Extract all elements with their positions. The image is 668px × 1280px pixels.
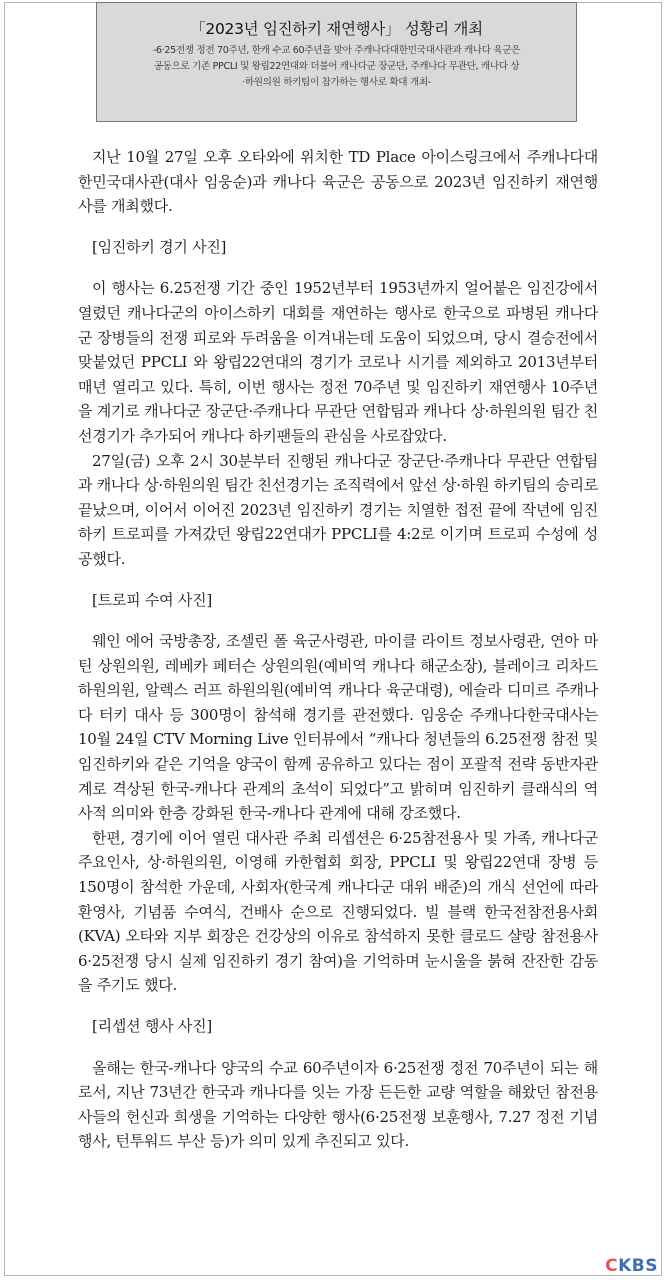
logo-letters-kbs: KBS (618, 1256, 658, 1276)
photo-caption-reception: [리셉션 행사 사진] (92, 1017, 212, 1035)
headline: 「2023년 임진하키 재연행사」 성황리 개최 (190, 20, 483, 38)
ckbs-logo (605, 1256, 658, 1276)
article-body (78, 145, 598, 1154)
paragraph-anniversary: 올해는 한국-캐나다 양국의 수교 60주년이자 6·25전쟁 정전 70주년이 되는 해로서, 지난 73년간 한국과 캐나다를 잇는 가장 든든한 교량 역할을 해왔던 참전용사들의 헌신과 희생을 기억하는 다양한 행사(6·25전쟁 보훈행사, 7.27 정전 기념행사, 턴투워드 부산 등)가 의미 있게 추진되고 있다. (78, 1058, 598, 1151)
paragraph-intro: 지난 10월 27일 오후 오타와에 위치한 TD Place 아이스링크에서 주캐나다대한민국대사관(대사 임웅순)과 캐나다 육군은 공동으로 2023년 임진하키 재연행사를 개최했다. (78, 148, 598, 216)
photo-caption-hockey: [임진하키 경기 사진] (92, 237, 227, 256)
headline-box (96, 2, 577, 122)
summary: -6·25전쟁 정전 70주년, 한캐 수교 60주년을 맞아 주캐나다대한민국대사관과 캐나다 육군은 공동으로 기존 PPCLI 및 왕립22연대와 더불어 캐나다군 장군단, 주캐나다 무관단, 캐나다 상 ·하원의원 하키팀이 참가하는 행사로 확대 개최- (152, 45, 521, 88)
paragraph-history: 이 행사는 6.25전쟁 기간 중인 1952년부터 1953년까지 얼어붙은 임진강에서 열렸던 캐나다군의 아이스하키 대회를 재연하는 행사로 한국으로 파병된 캐나다군 장병들의 전쟁 피로와 두려움을 이겨내는데 도움이 되었으며, 당시 결승전에서 맞붙었던 PPCLI 와 왕립22연대의 경기가 코로나 시기를 제외하고 2013년부터 매년 열리고 있다. 특히, 이번 행사는 정전 70주년 및 임진하키 재연행사 10주년을 계기로 캐나다군 장군단·주캐나다 무관단 연합팀과 캐나다 상·하원의원 팀간 친선경기가 추가되어 캐나다 하키팬들의 관심을 사로잡았다. (78, 279, 598, 445)
paragraph-match-result: 27일(금) 오후 2시 30분부터 진행된 캐나다군 장군단·주캐나다 무관단 연합팀과 캐나다 상·하원의원 팀간 친선경기는 조직력에서 앞선 상·하원 하키팀의 승리로 끝났으며, 이어서 이어진 2023년 임진하키 경기는 치열한 접전 끝에 작년에 임진하키 트로피를 가져갔던 왕립22연대가 PPCLI를 4:2로 이기며 트로피 수성에 성공했다. (78, 451, 598, 568)
paragraph-attendees: 웨인 에어 국방총장, 조셀린 폴 육군사령관, 마이클 라이트 정보사령관, 연아 마틴 상원의원, 레베카 페터슨 상원의원(예비역 캐나다 해군소장), 블레이크 리차드 하원의원, 알렉스 러프 하원의원(예비역 캐나다 육군대령), 에슬라 디미르 주캐나다 터키 대사 등 300명이 참석해 경기를 관전했다. 임웅순 주캐나다한국대사는 10월 24일 CTV Morning Live 인터뷰에서 “캐나다 청년들의 6.25전쟁 참전 및 임진하키와 같은 기억을 양국이 함께 공유하고 있다는 점이 포괄적 전략 동반자관계로 격상된 한국-캐나다 관계의 초석이 되었다”고 밝히며 임진하키 클래식의 역사적 의미와 한층 강화된 한국-캐나다 관계에 대해 강조했다. (78, 632, 598, 823)
paragraph-reception: 한편, 경기에 이어 열린 대사관 주최 리셉션은 6·25참전용사 및 가족, 캐나다군 주요인사, 상·하원의원, 이영해 카한협회 회장, PPCLI 및 왕립22연대 장병 등 150명이 참석한 가운데, 사회자(한국계 캐나다군 대위 배준)의 개식 선언에 따라 환영사, 기념품 수여식, 건배사 순으로 진행되었다. 빌 블랙 한국전참전용사회(KVA) 오타와 지부 회장은 건강상의 이유로 참석하지 못한 클로드 샬랑 참전용사6·25전쟁 당시 실제 임진하키 경기 참여)을 기억하며 눈시울을 붉혀 잔잔한 감동을 주기도 했다. (78, 828, 598, 995)
logo-letter-c: C (605, 1256, 619, 1276)
photo-caption-trophy: [트로피 수여 사진] (92, 590, 212, 609)
